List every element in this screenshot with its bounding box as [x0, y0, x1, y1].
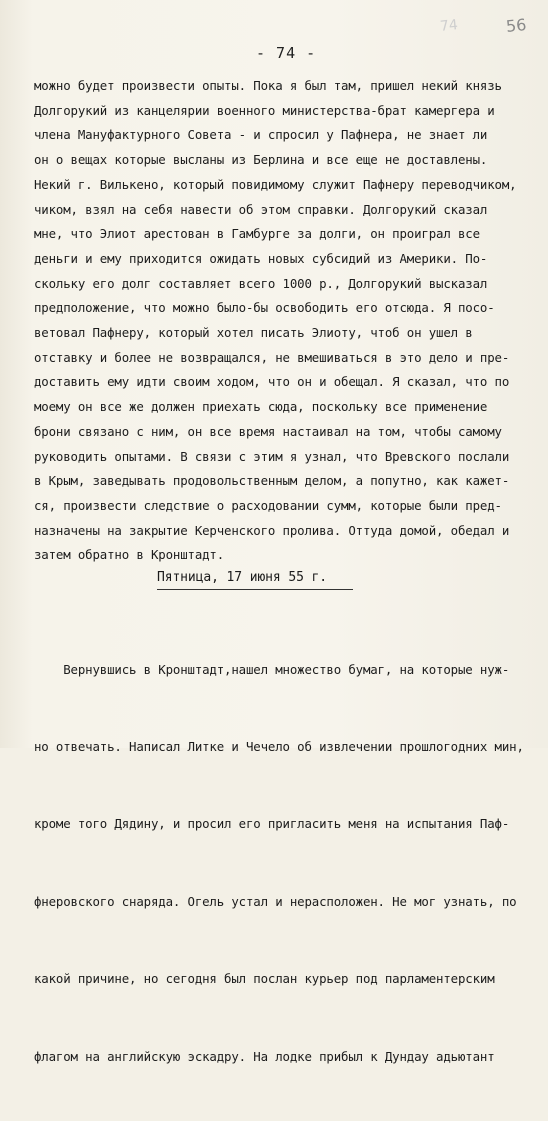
text-line: фнеровского снаряда. Огель устал и нерасположен. Не мог узнать, по — [34, 893, 517, 909]
text-line: в Крым, заведывать продовольственным делом, а попутно, как кажет- — [34, 473, 510, 489]
text-line: отставку и более не возвращался, не вмешиваться в это дело и пре- — [34, 349, 510, 365]
text-line: назначены на закрытие Керченского пролива. Оттуда домой, обедал и — [34, 522, 510, 538]
text-line: он о вещах которые высланы из Берлина и все еще не доставлены. — [34, 152, 488, 168]
text-line: моему он все же должен приехать сюда, поскольку все применение — [34, 399, 488, 415]
text-line: флагом на английскую эскадру. На лодке прибыл к Дундау адьютант — [34, 1048, 495, 1064]
text-line: ветовал Пафнеру, который хотел писать Элиоту, чтоб он ушел в — [34, 325, 473, 341]
date-heading: Пятница, 17 июня 55 г. — [157, 570, 327, 585]
text-line: брони связано с ним, он все время настаивал на том, чтобы самому — [34, 423, 502, 439]
date-heading-underline — [157, 589, 353, 590]
text-line: Долгорукий из канцелярии военного министерства-брат камергера и — [34, 102, 495, 118]
page-number: - 74 - — [256, 44, 317, 62]
text-line: кроме того Дядину, и просил его пригласить меня на испытания Паф- — [34, 816, 510, 832]
paragraph-2 — [34, 605, 534, 1121]
corner-ghost-number: 74 — [439, 17, 459, 35]
text-line: Вернувшись в Кронштадт,нашел множество бумаг, на которые нуж- — [34, 661, 510, 677]
text-line: Некий г. Вилькено, который повидимому служит Пафнеру переводчиком, — [34, 176, 517, 192]
text-line: можно будет произвести опыты. Пока я был там, пришел некий князь — [34, 78, 502, 93]
text-line: скольку его долг составляет всего 1000 р., Долгорукий высказал — [34, 275, 488, 291]
text-line: члена Мануфактурного Совета - и спросил у Пафнера, не знает ли — [34, 127, 488, 143]
text-line: но отвечать. Написал Литке и Чечело об извлечении прошлогодних мин, — [34, 738, 524, 754]
text-line: чиком, взял на себя навести об этом справки. Долгорукий сказал — [34, 201, 488, 217]
paragraph-1 — [34, 74, 534, 568]
text-line: какой причине, но сегодня был послан курьер под парламентерским — [34, 971, 495, 987]
corner-page-number: 56 — [505, 14, 528, 37]
text-line: руководить опытами. В связи с этим я узнал, что Вревского послали — [34, 448, 510, 464]
text-line: ся, произвести следствие о расходовании сумм, которые были пред- — [34, 497, 502, 513]
text-line: мне, что Элиот арестован в Гамбурге за долги, он проиграл все — [34, 226, 480, 242]
text-line: предположение, что можно было-бы освободить его отсюда. Я посо- — [34, 300, 495, 316]
text-line: затем обратно в Кронштадт. — [34, 547, 225, 563]
text-line: доставить ему идти своим ходом, что он и обещал. Я сказал, что по — [34, 374, 510, 390]
text-line: деньги и ему приходится ожидать новых субсидий из Америки. По- — [34, 250, 488, 266]
